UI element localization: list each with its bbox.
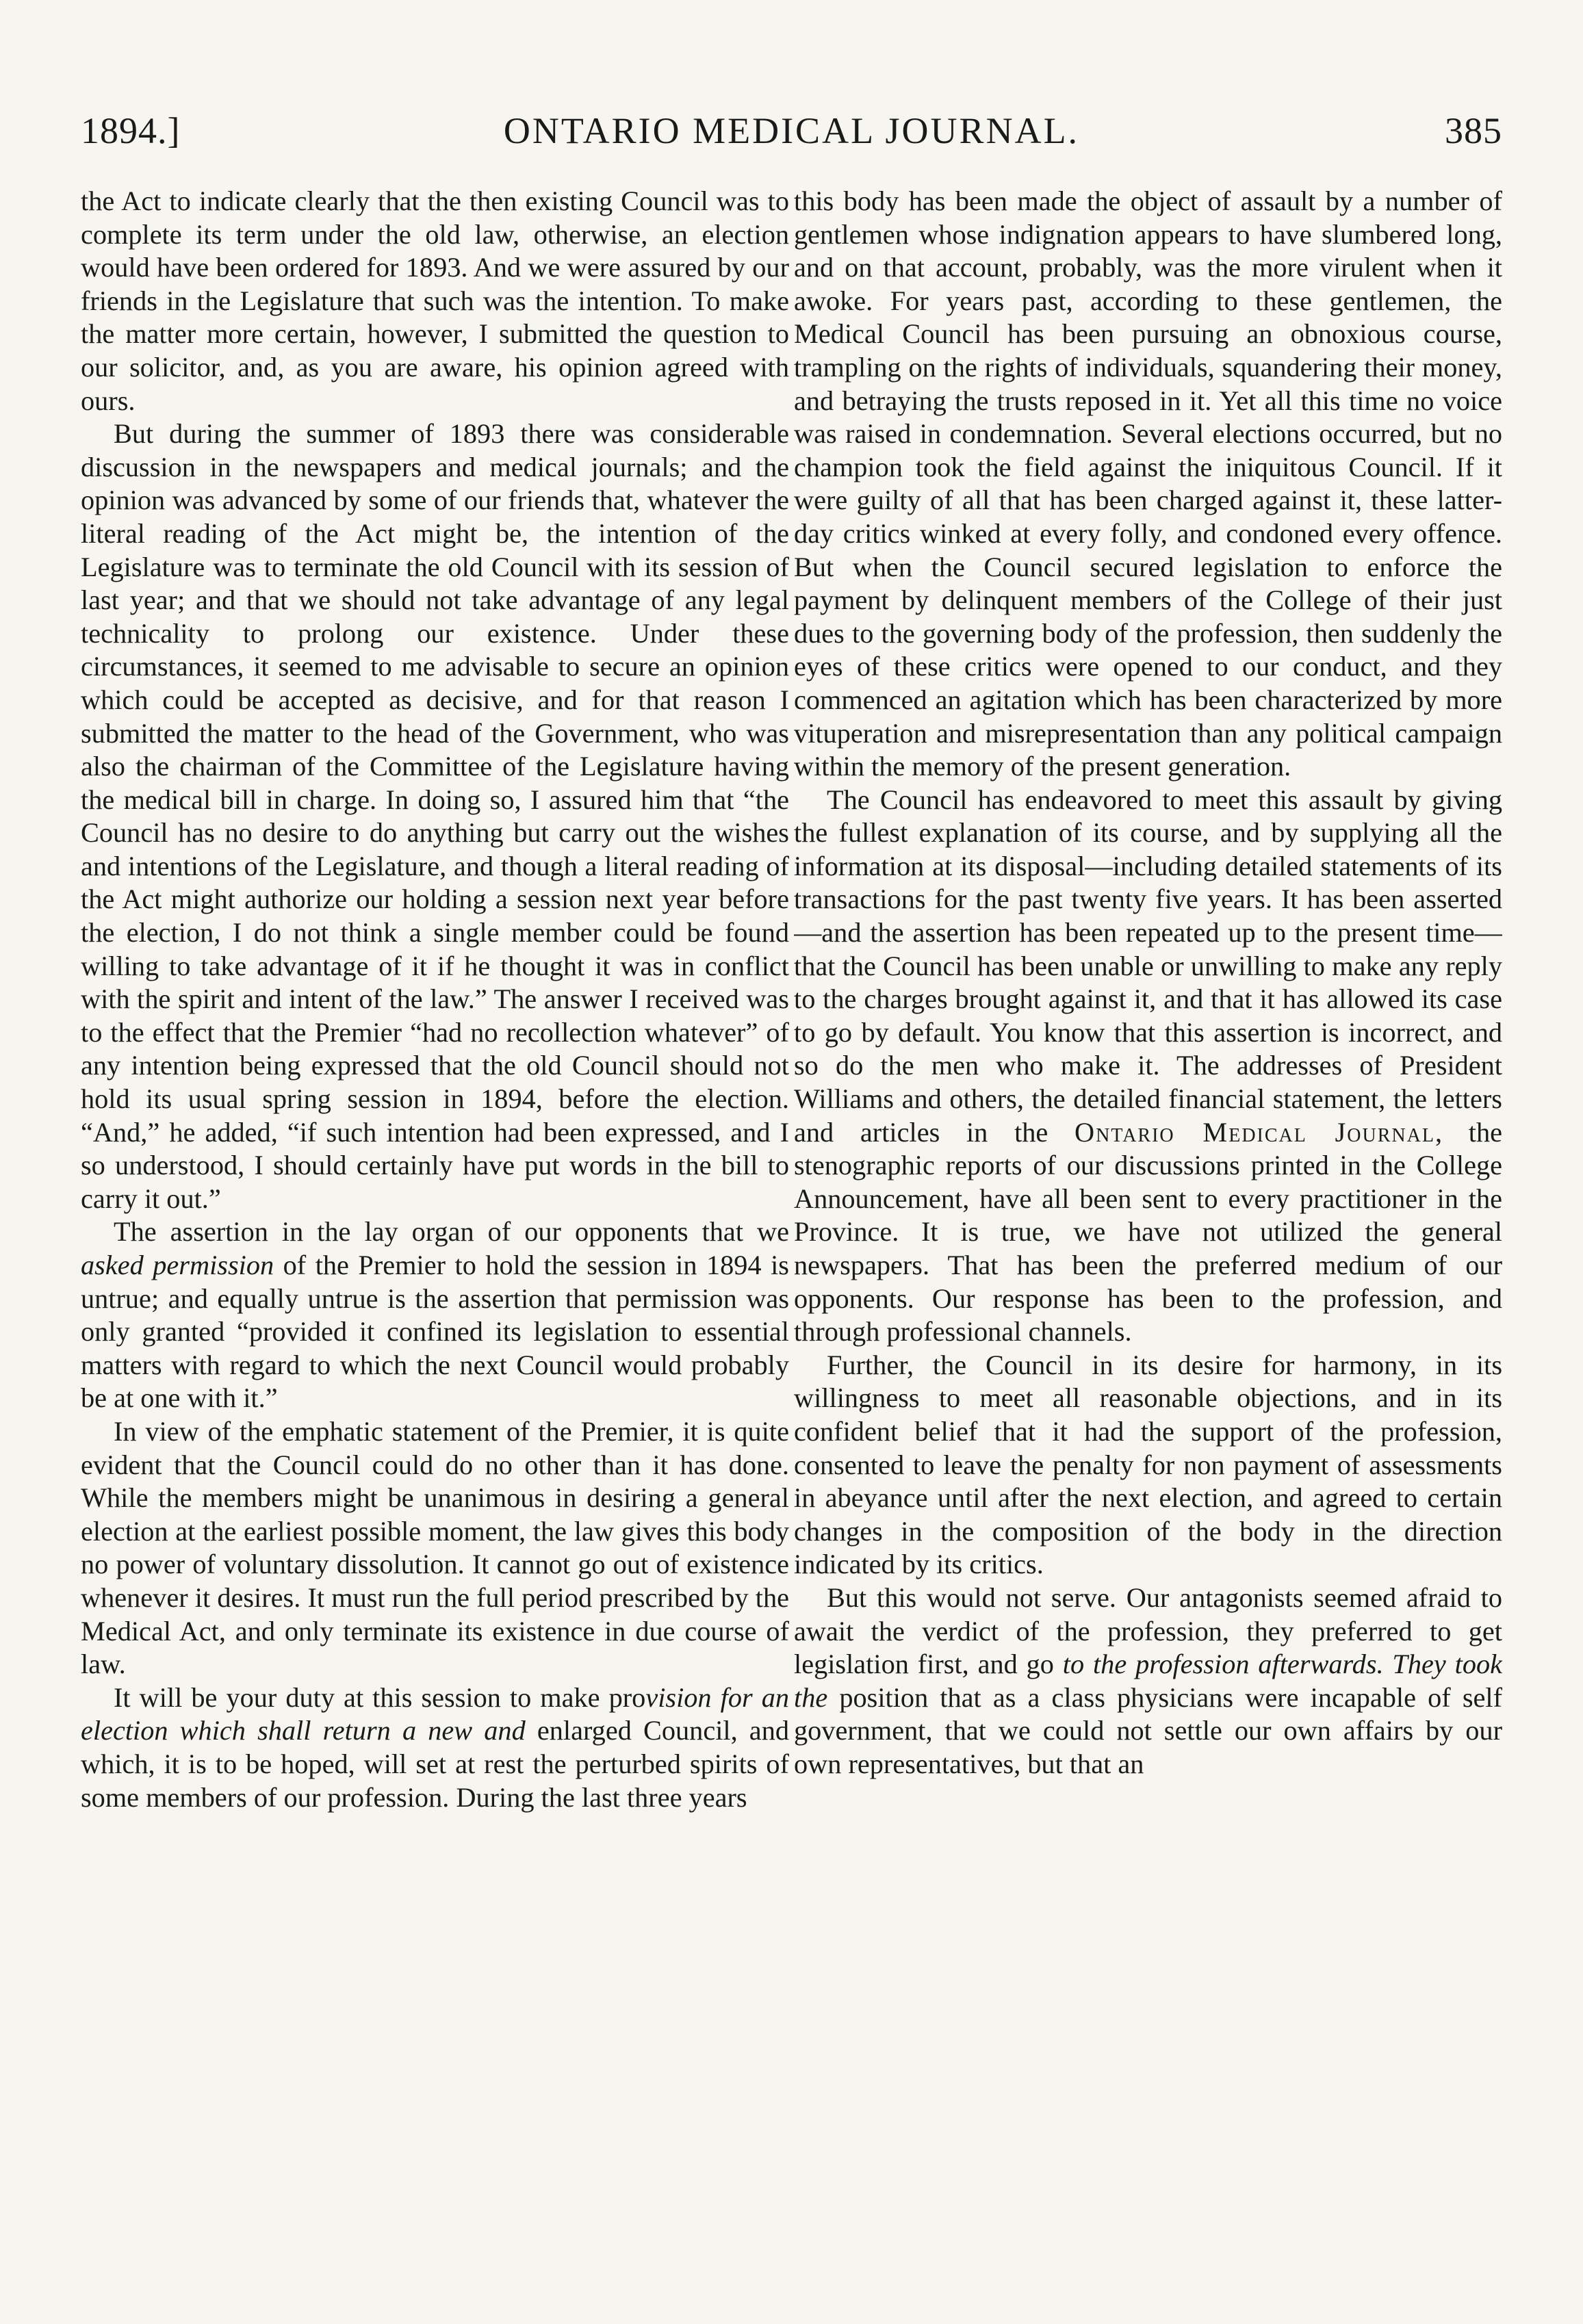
- paragraph: But during the summer of 1893 there was considerable discussion in the newspapers and medical journals; and the opinion was advanced by some of our friends that, whatever the literal reading of the Act might be, the intention of the Legislature was to terminate the old Council with its session of last year; and that we should not take advantage of any legal technicality to prolong our existence. Under these circumstances, it seemed to me advisable to secure an opinion which could be accepted as decisive, and for that reason I submitted the matter to the head of the Government, who was also the chairman of the Committee of the Legislature having the medical bill in charge. In doing so, I assured him that “the Council has no desire to do anything but carry out the wishes and intentions of the Legislature, and though a literal reading of the Act might authorize our holding a session next year before the election, I do not think a single member could be found willing to take advantage of it if he thought it was in conflict with the spirit and intent of the law.” The answer I received was to the effect that the Premier “had no recollection whatever” of any intention being expressed that the old Council should not hold its usual spring session in 1894, before the election. “And,” he added, “if such intention had been expressed, and I so understood, I should certainly have put words in the bill to carry it out.”: [81, 418, 789, 1214]
- journal-name: Ontario Medical Journal: [1074, 1116, 1435, 1148]
- paragraph: the Act to indicate clearly that the then existing Council was to complete its term under the old law, otherwise, an election would have been ordered for 1893. And we were assured by our friends in the Legislature that such was the intention. To make the matter more certain, however, I submitted the question to our solicitor, and, as you are aware, his opinion agreed with ours.: [81, 185, 789, 416]
- paragraph: The Council has endeavored to meet this assault by giving the fullest explanation of its course, and by supplying all the information at its disposal—including detailed statements of its transactions for the past twenty five years. It has been asserted—and the assertion has been repeated up to the present time—that the Council has been unable or unwilling to make any reply to the charges brought against it, and that it has allowed its case to go by default. You know that this assertion is incorrect, and so do the men who make it. The addresses of President Williams and others, the detailed financial statement, the letters and articles in the Ontario Medical Journal, the stenographic reports of our discussions printed in the College Announcement, have all been sent to every practitioner in the Province. It is true, we have not utilized the general newspapers. That has been the preferred medium of our opponents. Our response has been to the profession, and through professional channels.: [794, 784, 1502, 1347]
- emphasis: to the profession afterwards. They took the: [794, 1649, 1502, 1713]
- page-number: 385: [1445, 110, 1502, 151]
- journal-title: ONTARIO MEDICAL JOURNAL.: [503, 110, 1080, 151]
- paragraph: Further, the Council in its desire for harmony, in its willingness to meet all reasonable objections, and in its confident belief that it had the support of the profession, consented to leave the penalty for non payment of assessments in abeyance until after the next election, and agreed to certain changes in the composition of the body in the direction indicated by its critics.: [794, 1349, 1502, 1580]
- paragraph: In view of the emphatic statement of the Premier, it is quite evident that the Council could do no other than it has done. While the members might be unanimous in desiring a general election at the earliest possible moment, the law gives this body no power of voluntary dissolution. It cannot go out of existence whenever it desires. It must run the full period prescribed by the Medical Act, and only terminate its existence in due course of law.: [81, 1415, 789, 1680]
- header-year: 1894.]: [81, 110, 181, 151]
- paragraph: The assertion in the lay organ of our opponents that we asked permission of the Premier to hold the session in 1894 is untrue; and equally untrue is the assertion that permission was only granted “provided it confined its legislation to essential matters with regard to which the next Council would probably be at one with it.”: [81, 1216, 789, 1414]
- running-header: [81, 109, 1502, 157]
- emphasis: vision for an election which shall return a new and: [81, 1681, 789, 1746]
- paragraph: this body has been made the object of assault by a number of gentlemen whose indignation appears to have slumbered long, and on that account, probably, was the more virulent when it awoke. For years past, according to these gentlemen, the Medical Council has been pursuing an obnoxious course, trampling on the rights of individuals, squandering their money, and betraying the trusts reposed in it. Yet all this time no voice was raised in condemnation. Several elections occurred, but no champion took the field against the iniquitous Council. If it were guilty of all that has been charged against it, these latter-day critics winked at every folly, and condoned every offence. But when the Council secured legislation to enforce the payment by delinquent members of the College of their just dues to the governing body of the profession, then suddenly the eyes of these critics were opened to our conduct, and they commenced an agitation which has been characterized by more vituperation and misrepresentation than any political campaign within the memory of the present generation.: [794, 185, 1502, 782]
- paragraph: It will be your duty at this session to make provision for an election which shall return a new and enlarged Council, and which, it is to be hoped, will set at rest the perturbed spirits of some members of our profession. During the last three years: [81, 1681, 789, 1813]
- emphasis: asked permission: [81, 1250, 274, 1280]
- paragraph: But this would not serve. Our antagonists seemed afraid to await the verdict of the profession, they preferred to get legislation first, and go to the profession afterwards. They took the position that as a class physicians were incapable of self government, that we could not settle our own affairs by our own representatives, but that an: [794, 1581, 1502, 1779]
- left-column: [81, 185, 789, 2293]
- right-column: [794, 185, 1502, 2293]
